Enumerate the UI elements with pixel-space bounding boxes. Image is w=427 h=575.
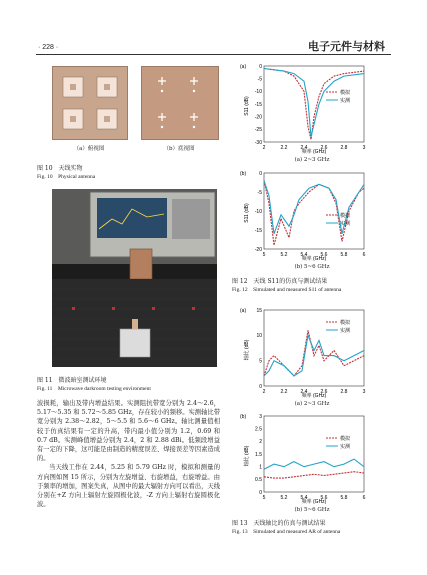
fig12b-xlabel: 频率 (GHz) xyxy=(301,256,327,262)
fig12a-legend-meas: 实测 xyxy=(340,98,351,104)
fig13b-ytick-label: 0 xyxy=(259,489,262,496)
fig12a-sub: (a) 2~3 GHz xyxy=(294,157,330,163)
antenna-bottom-pattern xyxy=(142,67,218,139)
fig13b-sub: (b) 5~6 GHz xyxy=(294,507,330,513)
fig13a-xtick-label: 2.8 xyxy=(340,389,348,395)
fig10-caption-cn: 图 10 天线实物 xyxy=(37,165,83,172)
fig13a-label: (a) xyxy=(240,308,247,314)
darkroom-scene xyxy=(52,189,217,367)
fig13a-xtick-label: 2.4 xyxy=(300,389,308,395)
fig12a-ytick-label: -5 xyxy=(257,76,262,83)
antenna-top-pattern xyxy=(53,67,127,139)
fig13b-xtick-label: 5.8 xyxy=(340,495,348,501)
fig12a-ytick-label: -15 xyxy=(254,101,262,108)
fig13b-ytick-label: 2 xyxy=(259,439,262,446)
fig13b-ytick-label: 1.5 xyxy=(255,451,262,458)
fig13a-xtick-label: 2.6 xyxy=(320,389,328,395)
fig12a-label: (a) xyxy=(240,64,247,70)
fig10-sub-a: （a）俯视图 xyxy=(73,146,105,152)
fig13-caption-cn: 图 13 天线轴比的仿真与测试结果 xyxy=(232,520,326,527)
fig12b-ylabel: S11 (dB) xyxy=(244,203,250,223)
fig13b-xtick-label: 5 xyxy=(262,495,266,501)
fig12b-ytick-label: -20 xyxy=(254,246,262,253)
fig13b-legend-sim: 模拟 xyxy=(340,436,351,442)
fig13a-legend-meas: 实测 xyxy=(340,328,351,334)
fig13b-xtick-label: 6 xyxy=(362,495,366,501)
fig13b-ytick-label: 2.5 xyxy=(255,426,262,433)
fig12b-xtick-label: 6 xyxy=(362,252,366,258)
fig13a-ytick-label: 5 xyxy=(259,358,262,365)
fig12b-xtick-label: 5.8 xyxy=(340,252,348,258)
fig12b-sub: (b) 5~6 GHz xyxy=(294,264,330,270)
fig12b-ytick-label: -10 xyxy=(254,208,262,215)
fig13b-legend-meas: 实测 xyxy=(340,444,351,450)
fig12a-xtick-label: 2 xyxy=(262,145,266,151)
fig13a-xtick-label: 2.2 xyxy=(280,389,288,395)
fig13a-ytick-label: 15 xyxy=(256,307,262,314)
fig13b-ytick-label: 3 xyxy=(259,413,262,420)
fig13a-legend-sim: 模拟 xyxy=(340,320,351,326)
fig13b-ytick-label: 1 xyxy=(259,464,262,471)
fig12-caption-cn: 图 12 天线 S11的仿真与测试结果 xyxy=(232,278,328,285)
body-text xyxy=(37,399,220,509)
page-number: · 228 · xyxy=(38,44,59,51)
fig13b-label: (b) xyxy=(240,414,247,420)
fig12b-xtick-label: 5.6 xyxy=(320,252,328,258)
fig12a-ytick-label: 0 xyxy=(259,63,262,70)
fig12b-xtick-label: 5 xyxy=(262,252,266,258)
fig11-caption-cn: 图 11 微波暗室测试环境 xyxy=(37,377,107,384)
fig12a-xtick-label: 2.8 xyxy=(340,145,348,151)
darkroom-photo xyxy=(52,189,217,367)
fig12a-chart xyxy=(232,58,372,158)
fig12b-legend-meas: 实测 xyxy=(340,221,351,227)
fig13b-chart xyxy=(232,408,372,508)
fig13b-xtick-label: 5.4 xyxy=(300,495,308,501)
fig12b-label: (b) xyxy=(240,171,247,177)
fig12b-xtick-label: 5.2 xyxy=(280,252,288,258)
fig13b-ylabel: 轴比 (dB) xyxy=(244,445,250,467)
fig12-caption-en: Fig. 12 Simulated and measured S11 of antenna xyxy=(232,287,342,293)
fig13a-ytick-label: 10 xyxy=(256,333,262,340)
fig13b-xlabel: 频率 (GHz) xyxy=(301,499,327,505)
fig12b-legend-sim: 模拟 xyxy=(340,213,351,219)
fig12a-ytick-label: -20 xyxy=(254,114,262,121)
antenna-top-photo xyxy=(52,66,128,140)
fig12b-ytick-label: 0 xyxy=(259,170,262,177)
fig13a-xtick-label: 3 xyxy=(362,389,366,395)
fig12b-ytick-label: -5 xyxy=(257,189,262,196)
fig13b-xtick-label: 5.6 xyxy=(320,495,328,501)
fig13a-sub: (a) 2~3 GHz xyxy=(294,401,330,407)
fig12a-plot-frame xyxy=(264,66,364,142)
fig10-caption-en: Fig. 10 Physical antenna xyxy=(37,174,96,180)
fig12a-xlabel: 频率 (GHz) xyxy=(301,149,327,155)
fig13b-plot-frame xyxy=(264,416,364,492)
fig13a-xtick-label: 2 xyxy=(262,389,266,395)
fig13a-xlabel: 频率 (GHz) xyxy=(301,393,327,399)
fig12a-xtick-label: 3 xyxy=(362,145,366,151)
fig12a-ytick-label: -30 xyxy=(254,139,262,146)
fig12a-legend-sim: 模拟 xyxy=(340,90,351,96)
fig13a-ylabel: 轴比 (dB) xyxy=(244,339,250,361)
fig13a-ytick-label: 0 xyxy=(259,383,262,390)
fig13a-series-line-simulated xyxy=(264,330,364,376)
fig13b-xtick-label: 5.2 xyxy=(280,495,288,501)
fig13b-series-line-simulated xyxy=(264,472,364,478)
fig13a-chart xyxy=(232,302,372,402)
fig12a-ylabel: S11 (dB) xyxy=(244,96,250,116)
fig12a-xtick-label: 2.6 xyxy=(320,145,328,151)
fig12a-ytick-label: -25 xyxy=(254,127,262,134)
journal-title: 电子元件与材料 xyxy=(308,41,385,53)
body-paragraph-1: 波损耗，输出及带内增益结果。实测阻抗带宽分别为 2.4～2.6，5.17～5.35 和 5.72～5.85 GHz，存在较小的频移。实测轴比带宽分别为 2.38～2.82，5～5.5 和 5.6～6 GHz。轴比测量值相较于仿真结果有一定的升高，带内最小值分别为 1.2，0.69 和 0.7 dB。实测峰值增益分别为 2.4，2 和 2.88 dBi。低频段增益有一定的下降，这可能是由制造的精度误差、焊接误差等因素造成的。 xyxy=(37,400,220,463)
fig13-caption-en: Fig. 13 Simulated and measured AR of antenna xyxy=(232,529,341,535)
fig12a-series-line-simulated xyxy=(264,69,364,140)
fig12a-xtick-label: 2.4 xyxy=(300,145,308,151)
fig12b-chart xyxy=(232,165,372,265)
fig13b-series-line-measured xyxy=(264,459,364,469)
body-paragraph-2: 当天线工作在 2.44，5.25 和 5.79 GHz 时，模拟和测量的方向图如图 15 所示，分别为左旋增益、右旋增益，右旋增益。由于频率的增加，图案失真，从图中的最大辐射方向可以看出，天线分别在+Z 方向上辐射左旋圆极化波，-Z 方向上辐射右旋圆极化波。 xyxy=(37,464,220,509)
fig12b-ytick-label: -15 xyxy=(254,227,262,234)
header-divider xyxy=(36,54,391,55)
fig13b-ytick-label: 0.5 xyxy=(255,477,262,484)
fig12a-ytick-label: -10 xyxy=(254,89,262,96)
fig11-caption-en: Fig. 11 Microwave darkroom testing environment xyxy=(37,386,151,392)
fig10-sub-b: （b）底视图 xyxy=(163,146,195,152)
fig12b-xtick-label: 5.4 xyxy=(300,252,308,258)
fig12a-xtick-label: 2.2 xyxy=(280,145,288,151)
antenna-bottom-photo xyxy=(141,66,219,140)
